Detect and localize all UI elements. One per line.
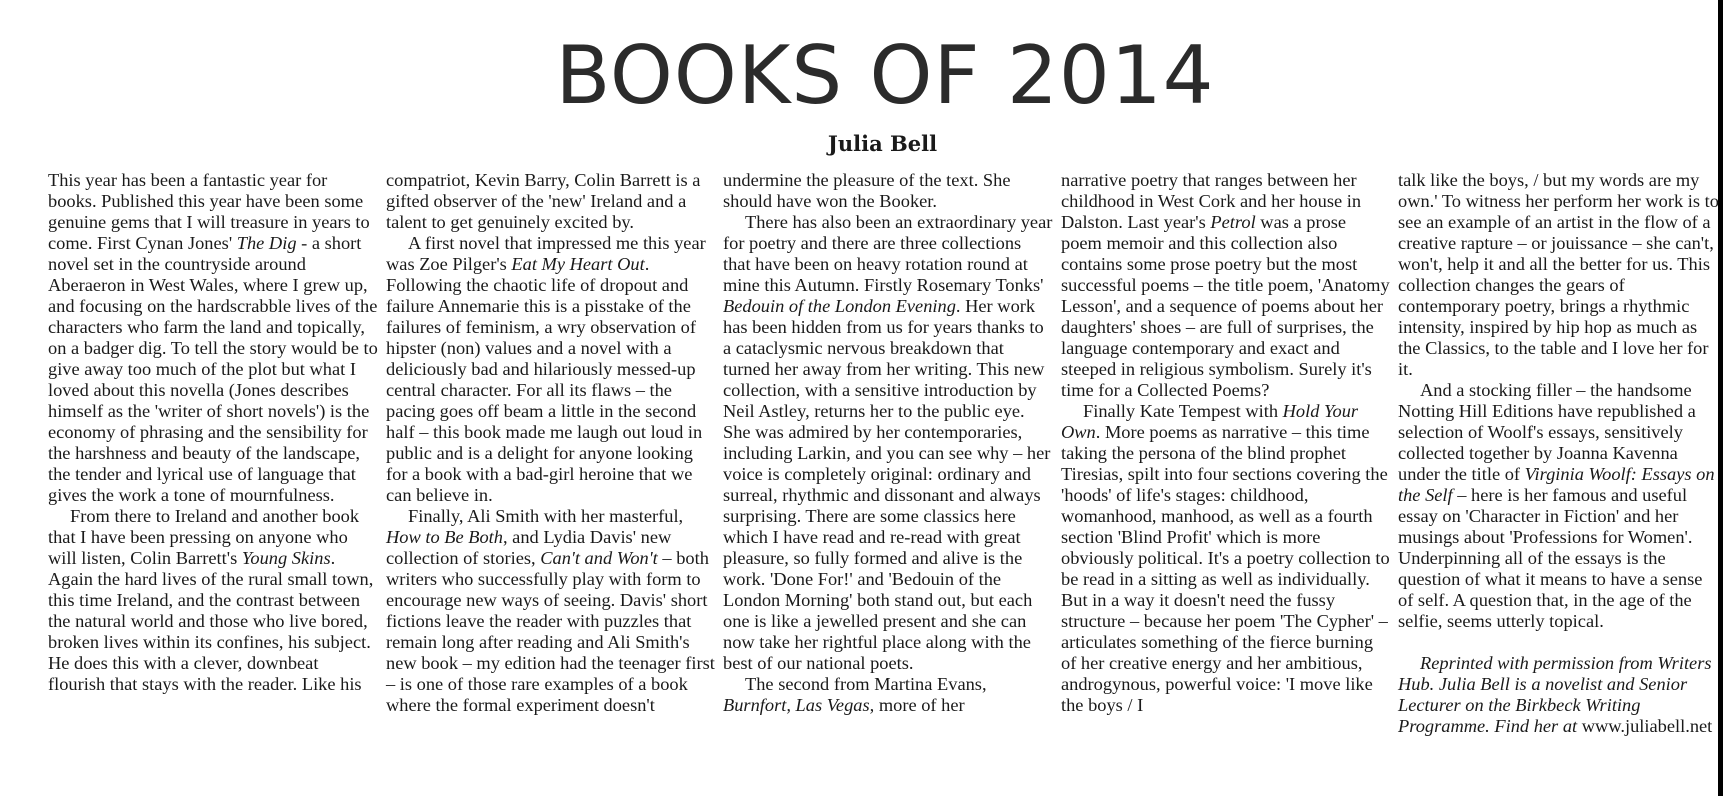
text-run: narrative poetry that ranges between her childhood in West Cork and her house in Dalston. Last year's — [1061, 170, 1362, 232]
text-run: talk like the boys, / but my words are my own.' To witness her perform her work is to see an example of an artist in the flow of a creative rapture – or jouissance – she can't, won't, help it and all the better for us. This collection changes the gears of contemporary poetry, brings a rhythmic intensity, inspired by hip hop as much as the Classics, to the table and I love her for it. — [1398, 170, 1719, 379]
text-run: - a short novel set in the countryside around Aberaeron in West Wales, where I grew up, and focusing on the hardscrabble lives of the characters who farm the land and topically, on a badger dig. To tell the story would be to give away too much of the plot but what I loved about this novella (Jones describes himself as the 'writer of short novels') is the economy of phrasing and the sensibility for the harshness and beauty of the landscape, the tender and lyrical use of language that gives the work a tone of mournfulness. — [48, 233, 378, 505]
body-paragraph — [723, 170, 1053, 212]
article-body — [48, 170, 1718, 790]
body-paragraph — [1398, 380, 1720, 632]
italic-text-run: Reprinted with permission from Writers Hub. Julia Bell is a novelist and Senior Lecturer on the Birkbeck Writing Programme. Find her at — [1398, 653, 1712, 736]
text-column-3 — [723, 170, 1053, 716]
italic-text-run: Hold Your Own — [1061, 401, 1359, 442]
text-run: Finally Kate Tempest with — [1083, 401, 1283, 421]
body-paragraph — [48, 506, 378, 695]
body-paragraph — [723, 674, 1053, 716]
text-run: . Following the chaotic life of dropout and failure Annemarie this is a pisstake of the failures of feminism, a wry observation of hipster (non) values and a novel with a deliciously bad and hilariously messed-up central character. For all its flaws – the pacing goes off beam a little in the second half – this book made me laugh out loud in public and is a delight for anyone looking for a book with a bad-girl heroine that we can believe in. — [386, 254, 703, 505]
text-run: . More poems as narrative – this time taking the persona of the blind prophet Tiresias, spilt into four sections covering the 'hoods' of life's stages: childhood, womanhood, manhood, as well as a fourth section 'Blind Profit' which is more obviously political. It's a poetry collection to be read in a sitting as well as individually. But in a way it doesn't need the fussy structure – because her poem 'The Cypher' – articulates something of the fierce burning of her creative energy and her ambitious, androgynous, powerful voice: 'I move like the boys / I — [1061, 422, 1390, 715]
text-run: Finally, Ali Smith with her masterful, — [408, 506, 684, 526]
text-column-1 — [48, 170, 378, 695]
text-run: From there to Ireland and another book that I have been pressing on anyone who will listen, Colin Barrett's — [48, 506, 360, 568]
text-run: – both writers who successfully play with form to encourage new ways of seeing. Davis' short fictions leave the reader with puzzles that remain long after reading and Ali Smith's new book – my edition had the teenager first – is one of those rare examples of a book where the formal experiment doesn't — [386, 548, 715, 715]
text-run: . Again the hard lives of the rural small town, this time Ireland, and the contrast between the natural world and those who live bored, broken lives within its confines, his subject. He does this with a clever, downbeat flourish that stays with the reader. Like his — [48, 548, 374, 694]
text-column-5 — [1398, 170, 1720, 737]
text-run: was a prose poem memoir and this collection also contains some prose poetry but the most successful poems – the title poem, 'Anatomy Lesson', and a sequence of poems about her daughters' shoes – are full of surprises, the language contemporary and exact and steeped in religious symbolism. Surely it's time for a Collected Poems? — [1061, 212, 1390, 400]
italic-text-run: Petrol — [1210, 212, 1256, 232]
text-run: And a stocking filler – the handsome Notting Hill Editions have republished a selection of Woolf's essays, sensitively collected together by Joanna Kavenna under the title of — [1398, 380, 1696, 484]
italic-text-run: Can't and Won't — [540, 548, 658, 568]
text-run: compatriot, Kevin Barry, Colin Barrett is a gifted observer of the 'new' Ireland and a talent to get genuinely excited by. — [386, 170, 701, 232]
italic-text-run: Burnfort, Las Vegas, — [723, 695, 875, 715]
text-run: . Her work has been hidden from us for years thanks to a cataclysmic nervous breakdown that turned her away from her writing. This new collection, with a sensitive introduction by Neil Astley, returns her to the public eye. She was admired by her contemporaries, including Larkin, and you can see why – her voice is completely original: ordinary and surreal, rhythmic and dissonant and always surprising. There are some classics here which I have read and re-read with great pleasure, so fully formed and alive is the work. 'Done For!' and 'Bedouin of the London Morning' both stand out, but each one is like a jewelled present and she can now take her rightful place along with the best of our national poets. — [723, 296, 1051, 673]
italic-text-run: Virginia Woolf: Essays on the Self — [1398, 464, 1715, 505]
text-run: undermine the pleasure of the text. She should have won the Booker. — [723, 170, 1011, 211]
text-run: The second from Martina Evans, — [745, 674, 987, 694]
body-paragraph — [386, 233, 716, 506]
body-paragraph — [48, 170, 378, 506]
article-title: BOOKS OF 2014 — [555, 29, 1215, 122]
text-run: There has also been an extraordinary year for poetry and there are three collections that have been on heavy rotation round at mine this Autumn. Firstly Rosemary Tonks' — [723, 212, 1053, 295]
author-byline: Julia Bell — [827, 131, 938, 156]
text-run: This year has been a fantastic year for books. Published this year have been some genuine gems that I will treasure in years to come. First Cynan Jones' — [48, 170, 370, 253]
italic-text-run: Young Skins — [241, 548, 331, 568]
text-run: www.juliabell.net — [1581, 716, 1713, 736]
text-run: – here is her famous and useful essay on 'Character in Fiction' and her musings about 'Professions for Women'. Underpinning all of the essays is the question of what it means to have a sense of self. A question that, in the age of the selfie, seems utterly topical. — [1398, 485, 1703, 631]
body-paragraph — [386, 170, 716, 233]
italic-text-run: Eat My Heart Out — [511, 254, 645, 274]
italic-text-run: The Dig — [236, 233, 297, 253]
body-paragraph — [1061, 401, 1391, 716]
body-paragraph — [386, 506, 716, 716]
italic-text-run: Bedouin of the London Evening — [723, 296, 956, 316]
body-paragraph — [1398, 170, 1720, 380]
text-column-4 — [1061, 170, 1391, 716]
italic-text-run: How to Be Both — [386, 527, 503, 547]
reprint-credit — [1398, 653, 1720, 737]
body-paragraph — [1061, 170, 1391, 401]
text-run: more of her — [874, 695, 965, 715]
text-run: A first novel that impressed me this year was Zoe Pilger's — [386, 233, 706, 274]
text-column-2 — [386, 170, 716, 716]
text-run: , and Lydia Davis' new collection of stories, — [386, 527, 672, 568]
body-paragraph — [723, 212, 1053, 674]
